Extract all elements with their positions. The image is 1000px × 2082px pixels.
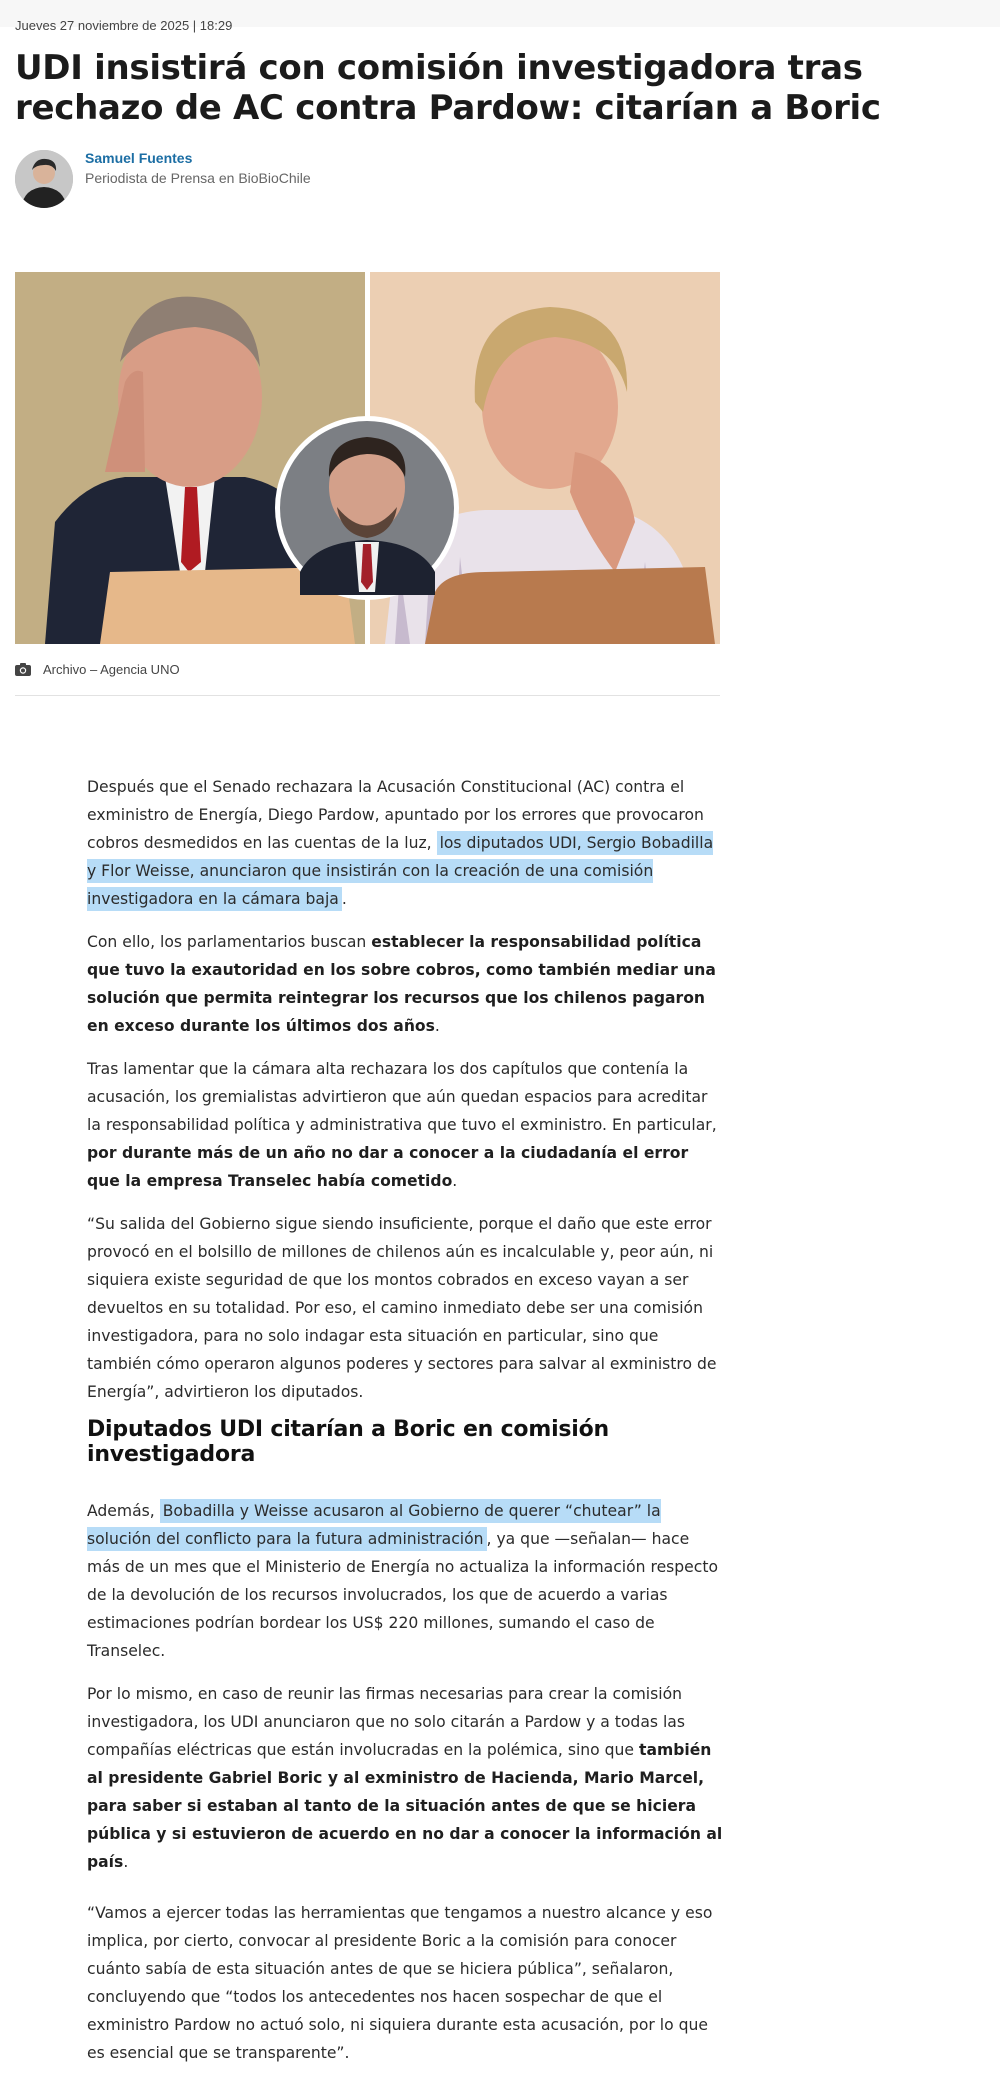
author-avatar[interactable] bbox=[15, 150, 73, 208]
article-headline: UDI insistirá con comisión investigadora tras rechazo de AC contra Pardow: citarían a Boric bbox=[15, 48, 881, 128]
article-dateline: Jueves 27 noviembre de 2025 | 18:29 bbox=[15, 18, 233, 33]
bold-text: por durante más de un año no dar a conocer a la ciudadanía el error que la empresa Transelec había cometido bbox=[87, 1144, 689, 1190]
paragraph-6: Por lo mismo, en caso de reunir las firmas necesarias para crear la comisión investigadora, los UDI anunciaron que no solo citarán a Pardow y a todas las compañías eléctricas que están involucradas en la polémica, sino que también al presidente Gabriel Boric y al exministro de Hacienda, Mario Marcel, para saber si estaban al tanto de la situación antes de que se hiciera pública y si estuvieron de acuerdo en no dar a conocer la información al país. bbox=[87, 1685, 723, 1871]
image-caption bbox=[15, 661, 720, 696]
paragraph-1: Después que el Senado rechazara la Acusación Constitucional (AC) contra el exministro de Energía, Diego Pardow, apuntado por los errores que provocaron cobros desmedidos en las cuentas de la luz, los diputados UDI, Sergio Bobadilla y Flor Weisse, anunciaron que insistirán con la creación de una comisión investigadora en la cámara baja . bbox=[87, 773, 725, 913]
camera-icon bbox=[15, 662, 31, 676]
author-name-link[interactable]: Samuel Fuentes bbox=[85, 150, 193, 166]
highlight-text: los diputados UDI, Sergio Bobadilla y Flor Weisse, anunciaron que insistirán con la creación de una comisión investigadora en la cámara baja bbox=[87, 831, 713, 911]
paragraph-2: Con ello, los parlamentarios buscan establecer la responsabilidad política que tuvo la exautoridad en los sobre cobros, como también mediar una solución que permita reintegrar los recursos que los chilenos pagaron en exceso durante los últimos dos años. bbox=[87, 933, 716, 1035]
paragraph-5: Además, Bobadilla y Weisse acusaron al Gobierno de querer “chutear” la solución del conflicto para la futura administración , ya que —señalan— hace más de un mes que el Ministerio de Energía no actualiza la información respecto de la devolución de los recursos involucrados, los que de acuerdo a varias estimaciones podrían bordear los US$ 220 millones, sumando el caso de Transelec. bbox=[87, 1497, 725, 1665]
article-body bbox=[87, 773, 725, 2082]
article-hero-image bbox=[15, 272, 720, 644]
paragraph-3: Tras lamentar que la cámara alta rechazara los dos capítulos que contenía la acusación, los gremialistas advirtieron que aún quedan espacios para acreditar la responsabilidad política y administrativa que tuvo el exministro. En particular, por durante más de un año no dar a conocer a la ciudadanía el error que la empresa Transelec había cometido. bbox=[87, 1060, 717, 1190]
paragraph-7: “Vamos a ejercer todas las herramientas que tengamos a nuestro alcance y eso implica, por cierto, convocar al presidente Boric a la comisión para conocer cuánto sabía de esta situación antes de que se hiciera pública”, señalaron, concluyendo que “todos los antecedentes nos hacen sospechar de que el exministro Pardow no actuó solo, ni siquiera durante esta acusación, por lo que es esencial que se transparente”. bbox=[87, 1904, 713, 2062]
caption-text: Archivo – Agencia UNO bbox=[43, 662, 180, 677]
paragraph-4: “Su salida del Gobierno sigue siendo insuficiente, porque el daño que este error provocó en el bolsillo de millones de chilenos aún es incalculable y, peor aún, ni siquiera existe seguridad de que los montos cobrados en exceso vayan a ser devueltos en su totalidad. Por eso, el camino inmediato debe ser una comisión investigadora, para no solo indagar esta situación en particular, sino que también cómo operaron algunos poderes y sectores para salvar al exministro de Energía”, advirtieron los diputados. bbox=[87, 1215, 717, 1401]
section-subheading: Diputados UDI citarían a Boric en comisión investigadora bbox=[87, 1417, 610, 1467]
author-block bbox=[15, 150, 615, 210]
highlight-text: Bobadilla y Weisse acusaron al Gobierno de querer “chutear” la solución del conflicto para la futura administración bbox=[87, 1499, 661, 1551]
bold-text: establecer la responsabilidad política que tuvo la exautoridad en los sobre cobros, como también mediar una solución que permita reintegrar los recursos que los chilenos pagaron en exceso durante los últimos dos años bbox=[87, 933, 716, 1035]
bold-text: también al presidente Gabriel Boric y al exministro de Hacienda, Mario Marcel, para saber si estaban al tanto de la situación antes de que se hiciera pública y si estuvieron de acuerdo en no dar a conocer la información al país bbox=[87, 1741, 723, 1871]
author-role: Periodista de Prensa en BioBioChile bbox=[85, 170, 311, 186]
person-avatar-icon bbox=[15, 150, 73, 208]
